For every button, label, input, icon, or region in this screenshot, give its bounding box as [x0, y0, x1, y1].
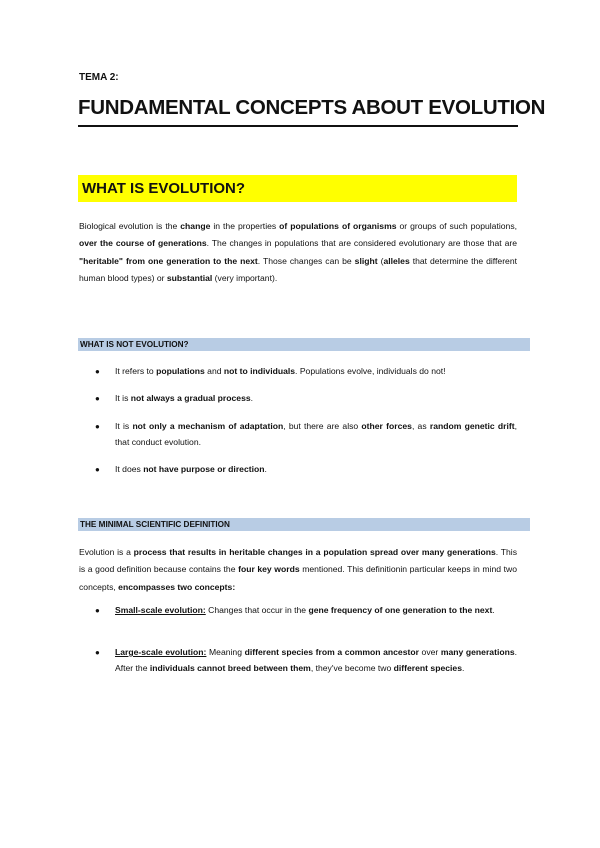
section-heading-what-is-evolution: WHAT IS EVOLUTION? — [78, 175, 517, 202]
section-heading-what-is-not-evolution: WHAT IS NOT EVOLUTION? — [78, 338, 530, 351]
bullet-icon: ● — [95, 606, 100, 615]
unit-label: TEMA 2: — [79, 72, 119, 83]
bullet-icon: ● — [95, 648, 100, 657]
document-page: TEMA 2: FUNDAMENTAL CONCEPTS ABOUT EVOLUTION WHAT IS EVOLUTION? Biological evolution is the change in the properties of populations of organisms or groups of such populations, over the course of generations. The changes in populations that are considered evolutionary are those that are "heritable" from one generation to the next. Those changes can be slight (alleles that determine the different human blood types) or substantial (very important). WHAT IS NOT EVOLUTION? ● It refers to populations and not to individuals. Populations evolve, individuals do not! ● It is not always a gradual process. ● It is not only a mechanism of adaptation, but there are also other forces, as random genetic drift, that conduct evolution. ● It does not have purpose or direction. THE MINIMAL SCIENTIFIC DEFINITION Evolution is a process that results in heritable changes in a population spread over many generations. This is a good definition because contains the four key words mentioned. This definitionin particular keeps in mind two concepts, encompasses two concepts: ● Small-scale evolution: Changes that occur in the gene frequency of one generation to the next. ● Large-scale evolution: Meaning different species from a common ancestor over many generations. After the individuals cannot breed between them, they've become two different species. — [78, 72, 546, 673]
bullet-icon: ● — [95, 367, 100, 376]
bullet-icon: ● — [95, 422, 100, 431]
bullet-icon: ● — [95, 465, 100, 474]
evolution-definition-paragraph: Biological evolution is the change in the properties of populations of organisms or groups of such populations, over the course of generations. The changes in populations that are considered evolutionary are those that are "heritable" from one generation to the next. Those changes can be slight (alleles that determine the different human blood types) or substantial (very important). — [79, 221, 518, 283]
bullet-icon: ● — [95, 394, 100, 403]
minimal-definition-paragraph: Evolution is a process that results in heritable changes in a population spread over many generations. This is a good definition because contains the four key words mentioned. This definitionin particular keeps in mind two concepts, encompasses two concepts: — [79, 547, 517, 592]
section-heading-minimal-definition: THE MINIMAL SCIENTIFIC DEFINITION — [78, 518, 530, 531]
page-title: FUNDAMENTAL CONCEPTS ABOUT EVOLUTION — [78, 96, 518, 127]
